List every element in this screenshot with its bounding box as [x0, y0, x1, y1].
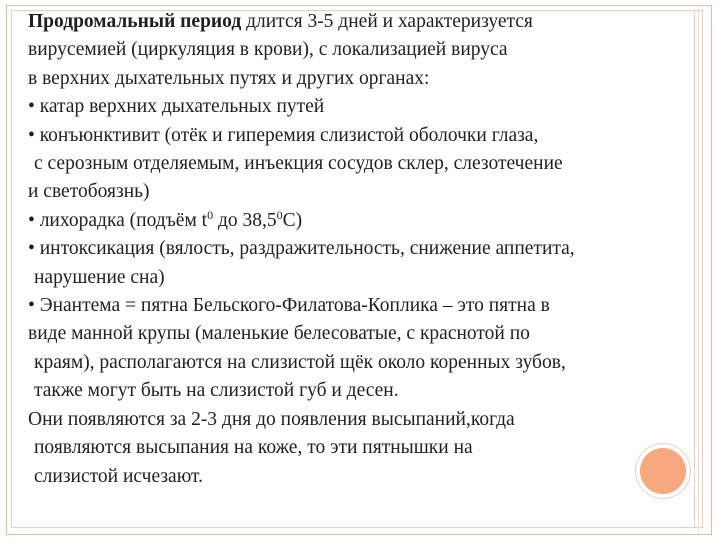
- bullet-conjunctivitis: • конъюнктивит (отёк и гиперемия слизистой оболочки глаза,: [28, 124, 539, 146]
- bullet-enanthema-cont-3: также могут быть на слизистой губ и десен.: [34, 380, 399, 402]
- bullet-catarrh: • катар верхних дыхательных путей: [28, 96, 325, 118]
- fever-text-b: до 38,5: [213, 209, 277, 231]
- bullet-intoxication: • интоксикация (вялость, раздражительность, снижение аппетита,: [28, 238, 575, 260]
- closing-line-3: слизистой исчезают.: [34, 465, 203, 487]
- period-title: Продромальный период: [28, 11, 242, 32]
- bullet-conjunctivitis-cont-1: с серозным отделяемым, инъекция сосудов склер, слезотечение: [34, 153, 563, 175]
- bullet-fever: [28, 207, 700, 235]
- intro-line-2: вирусемией (циркуляция в крови), с локализацией вируса: [28, 39, 508, 61]
- closing-line-1: Они появляются за 2-3 дня до появления высыпаний,когда: [28, 408, 515, 430]
- bullet-enanthema-cont-2: краям), располагаются на слизистой щёк около коренных зубов,: [34, 351, 566, 373]
- bullet-intoxication-cont: нарушение сна): [34, 266, 165, 288]
- intro-line-3: в верхних дыхательных путях и других органах:: [28, 67, 430, 89]
- intro-rest: длится 3-5 дней и характеризуется: [241, 11, 533, 32]
- slide-body-text: [28, 8, 700, 491]
- bullet-conjunctivitis-cont-2: и светобоязнь): [28, 181, 150, 203]
- intro-line-1: [28, 8, 700, 36]
- bullet-enanthema-cont-1: виде манной крупы (маленькие белесоватые, с краснотой по: [28, 323, 530, 345]
- fever-text-a: • лихорадка (подъём t: [28, 209, 208, 231]
- bullet-enanthema: • Энантема = пятна Бельского-Филатова-Коплика – это пятна в: [28, 295, 550, 317]
- fever-degree-1: 0: [207, 207, 214, 222]
- fever-text-c: С): [282, 209, 303, 231]
- closing-line-2: появляются высыпания на коже, то эти пятнышки на: [34, 437, 473, 459]
- fever-degree-2: 0: [276, 207, 283, 222]
